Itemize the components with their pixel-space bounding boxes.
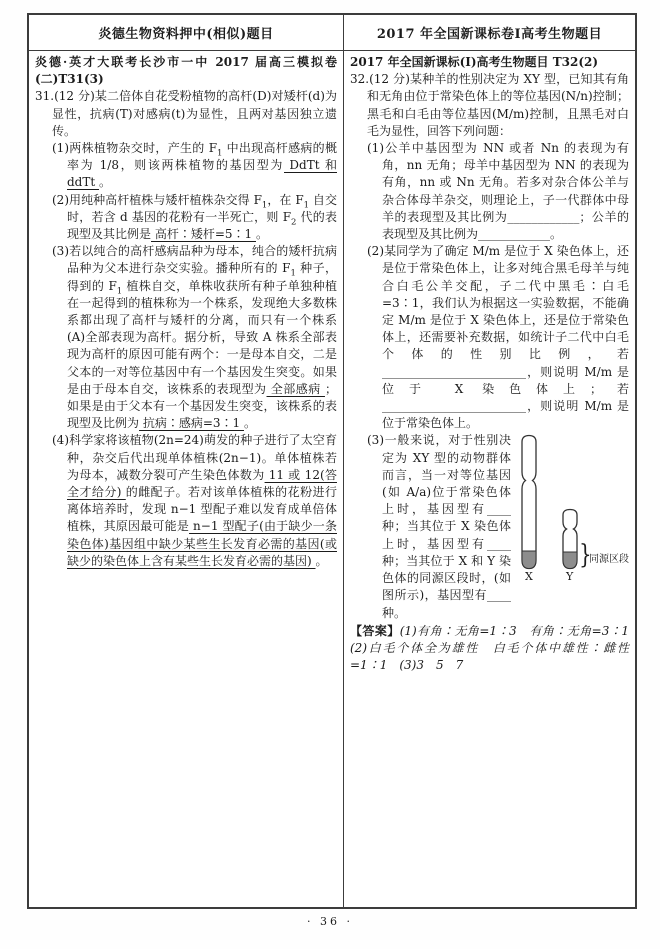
left-source-title: 炎德·英才大联考长沙市一中 2017 届高三模拟卷(二)T31(3) [35,55,337,87]
question-31-item-3: (3)若以纯合的高杆感病品种为母本，纯合的矮杆抗病品种为父本进行杂交实验。播种所有的 $F_1$ 种子，得到的 $F_1$ 植株自交，单株收获所有种子单独种植在一起得到的植株称为一个株系，发现绝大多数株系都出现了高杆与矮杆的分离，而只有一个株系(A)全部表现为高杆。据分析，导致 A 株系全部表现为高杆的原因可能有两个：一是母本自交，二是父本的一对等位基因中有一个基因发生突变。如果是由于母本自交，该株系的表现型为 全部感病 ；如果是由于父本有一个基因发生突变，该株系的表现型及比例为 抗病∶感病=3∶1 。 [52,244,337,431]
table-header-row [29,15,635,51]
chromosome-figure [515,434,629,588]
question-32-stem-text: (12 分)某种羊的性别决定为 XY 型，已知其有角和无角由位于常染色体上的等位基因(N/n)控制；黑毛和白毛由等位基因(M/m)控制，且黑毛对白毛为显性，回答下列问题： [367,72,629,138]
right-source-title: 2017 年全国新课标(Ⅰ)高考生物题目 T32(2) [350,55,599,69]
answer-text: (1)有角∶无角=1∶3 有角∶无角=3∶1 (2)白毛个体全为雄性 白毛个体中雄性∶雌性=1∶1 (3)3 5 7 [350,623,642,673]
brace-icon: } [579,540,592,571]
question-32-item-2: (2)某同学为了确定 M/m 是位于 X 染色体上，还是位于常染色体上，让多对纯合黑毛母羊与纯合白毛公羊交配，子二代中黑毛∶白毛=3∶1，我们认为根据这一实验数据，不能确定 M/m 是位于 X 染色体上，还是位于常染色体上，还需要补充数据，如统计子二代中白毛个体的性别比例，若________________________，则说明 M/m 是位于 X 染色体上；若________________________，则说明 M/m 是位于常染色体上。 [367,244,629,431]
question-32-item-3 [367,432,629,621]
left-column [29,51,344,907]
header-right-title: 2017 年全国新课标卷Ⅰ高考生物题目 [376,27,603,42]
question-32-item-1: (1)公羊中基因型为 NN 或者 Nn 的表现为有角，nn 无角；母羊中基因型为 NN 的表现为有角，nn 或 Nn 无角。若多对杂合体公羊与杂合体母羊杂交，则理论上，子一代群体中母羊的表现型及其比例为____________；公羊的表现型及其比例为____________。 [367,141,629,242]
question-32-item-3-text: (3)一般来说，对于性别决定为 XY 型的动物群体而言，当一对等位基因(如 A/a)位于常染色体上时，基因型有____种；当其位于 X 染色体上时，基因型有____种；当其位于 X 和 Y 染色体的同源区段时，(如图所示)，基因型有____种。 [367,433,511,620]
comparison-table [27,13,642,909]
homologous-region-label: 同源区段 [589,554,629,566]
question-31-item-1: (1)两株植物杂交时，产生的 $F_1$ 中出现高杆感病的概率为 1/8，则该两株植物的基因型为 DdTt 和 ddTt 。 [52,141,337,190]
question-31-subitems [52,140,337,570]
question-32-subitems [367,140,629,622]
question-32-stem [350,71,629,140]
question-31-number: 31. [35,89,55,104]
question-31-stem [35,88,337,140]
question-32-number: 32. [350,72,370,87]
header-left-title: 炎德生物资料押中(相似)题目 [29,15,344,50]
question-31-stem-text: (12 分)某二倍体自花受粉植物的高杆(D)对矮杆(d)为显性，抗病(T)对感病(t)为显性，且两对基因独立遗传。 [52,89,337,138]
answer-label: 【答案】 [350,623,400,638]
table-body-row [29,51,642,907]
question-31-item-4: (4)科学家将该植物(2n=24)萌发的种子进行了太空育种，杂交后代出现单体植株(2n−1)。单体植株若为母本，减数分裂可产生染色体数为 11 或 12(答全才给分) 的雌配子。若对该单体植株的花粉进行离体培养时，发现 n−1 型配子难以发育成单倍体植株，其原因最可能是 n−1 型配子(由于缺少一条染色体)基因组中缺少某些生长发育必需的基因(或缺少的染色体上含有某些生长发育必需的基因) 。 [52,433,337,568]
x-chromosome-label: X [525,570,533,584]
y-chromosome-icon [561,508,579,570]
x-chromosome-icon [520,434,538,570]
y-chromosome-label: Y [566,570,574,584]
right-column [344,51,642,907]
answer-section [350,623,642,675]
page-number: · 36 · [307,915,353,928]
question-31-item-2: (2)用纯种高杆植株与矮杆植株杂交得 $F_1$，在 $F_1$ 自交时，若含 d 基因的花粉有一半死亡，则 $F_2$ 代的表现型及其比例是 高杆∶矮杆=5∶1 。 [52,192,337,242]
